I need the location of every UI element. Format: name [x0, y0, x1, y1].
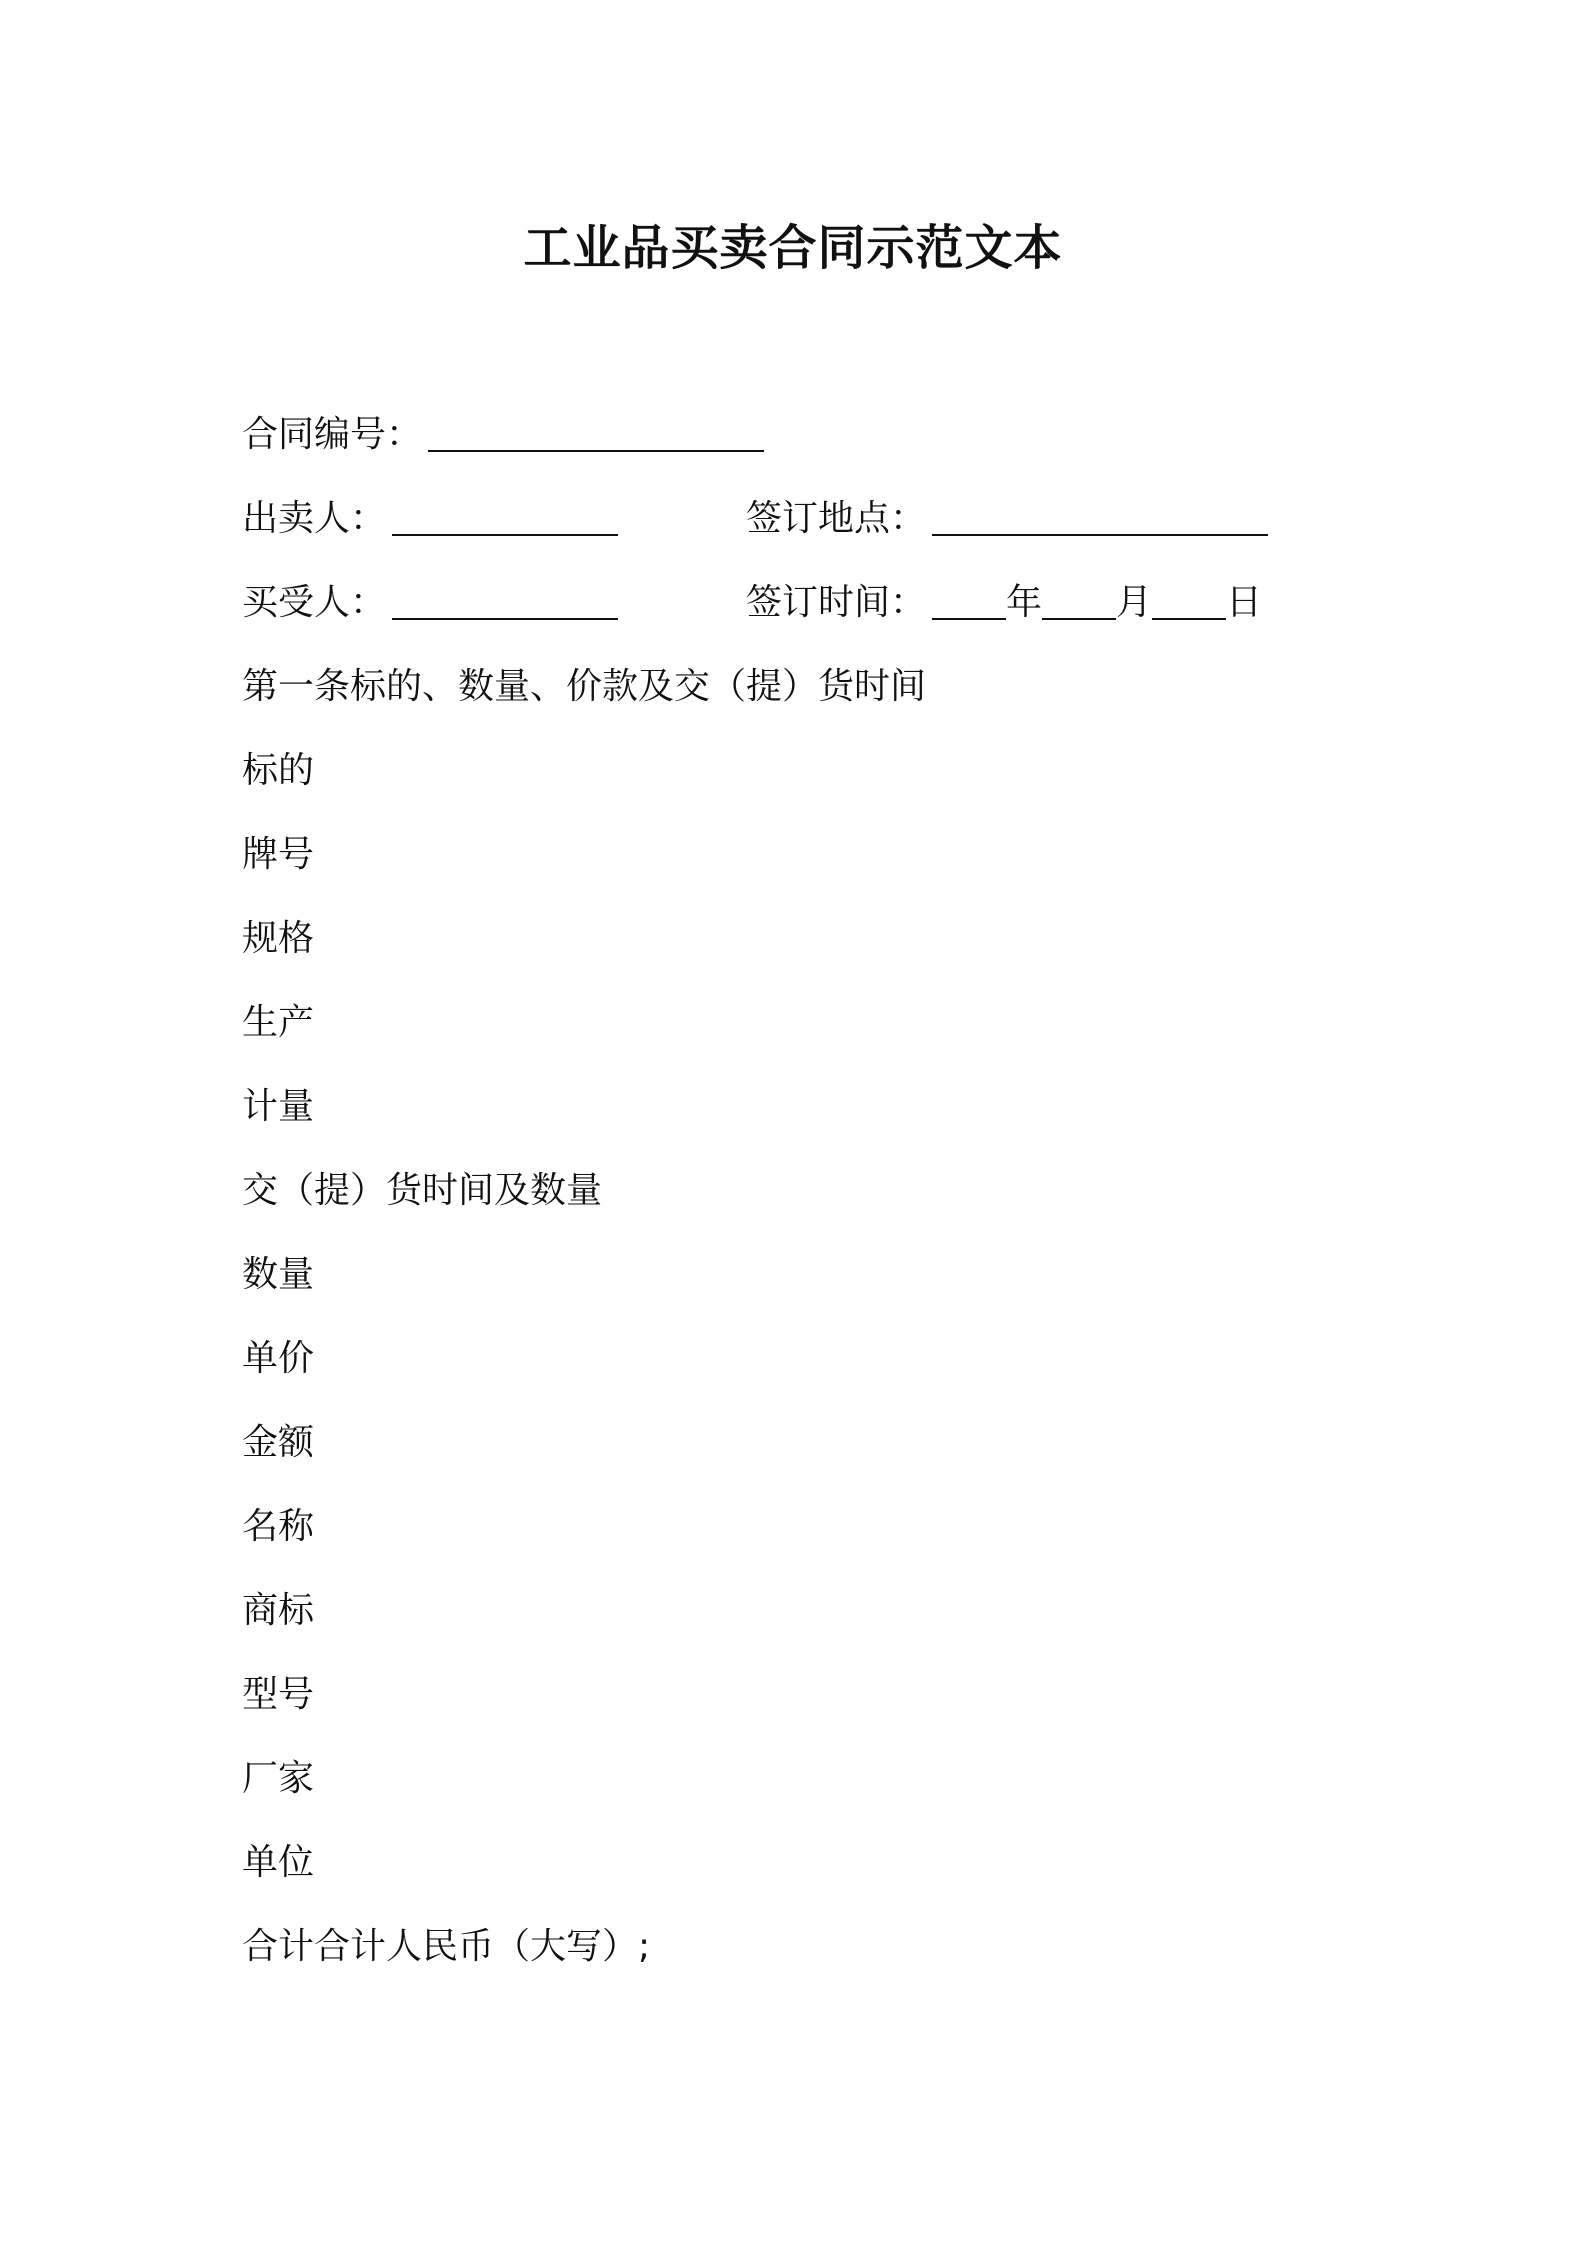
sign-place-blank [932, 498, 1268, 536]
buyer-label: 买受人： [242, 582, 387, 623]
year-blank [932, 582, 1006, 620]
seller-blank [392, 498, 618, 536]
month-blank [1042, 582, 1116, 620]
article-one-heading: 第一条标的、数量、价款及交（提）货时间 [242, 666, 927, 707]
body-line: 牌号 [242, 834, 315, 875]
body-line: 单价 [242, 1338, 315, 1379]
contract-number-label: 合同编号： [242, 414, 423, 455]
month-label: 月 [1116, 582, 1153, 623]
buyer-blank [392, 582, 618, 620]
document-title: 工业品买卖合同示范文本 [523, 220, 1063, 276]
body-line: 商标 [242, 1590, 315, 1631]
body-line: 金额 [242, 1422, 315, 1463]
sign-time-field [746, 580, 1262, 626]
body-line: 厂家 [242, 1758, 315, 1799]
body-line: 交（提）货时间及数量 [242, 1170, 603, 1211]
buyer-field [242, 580, 618, 626]
body-line: 单位 [242, 1842, 315, 1883]
year-label: 年 [1006, 582, 1043, 623]
seller-field [242, 496, 618, 542]
body-line: 标的 [242, 750, 315, 791]
contract-number-field [242, 412, 764, 458]
seller-label: 出卖人： [242, 498, 387, 539]
body-line: 型号 [242, 1674, 315, 1715]
sign-time-label: 签订时间： [746, 582, 927, 623]
sign-place-label: 签订地点： [746, 498, 927, 539]
body-line: 规格 [242, 918, 315, 959]
body-line: 生产 [242, 1002, 315, 1043]
sign-place-field [746, 496, 1268, 542]
contract-number-blank [428, 414, 764, 452]
body-line: 数量 [242, 1254, 315, 1295]
total-amount-line: 合计合计人民币（大写）; [242, 1926, 651, 1967]
body-line: 名称 [242, 1506, 315, 1547]
body-line: 计量 [242, 1086, 315, 1127]
day-blank [1152, 582, 1226, 620]
day-label: 日 [1226, 582, 1263, 623]
